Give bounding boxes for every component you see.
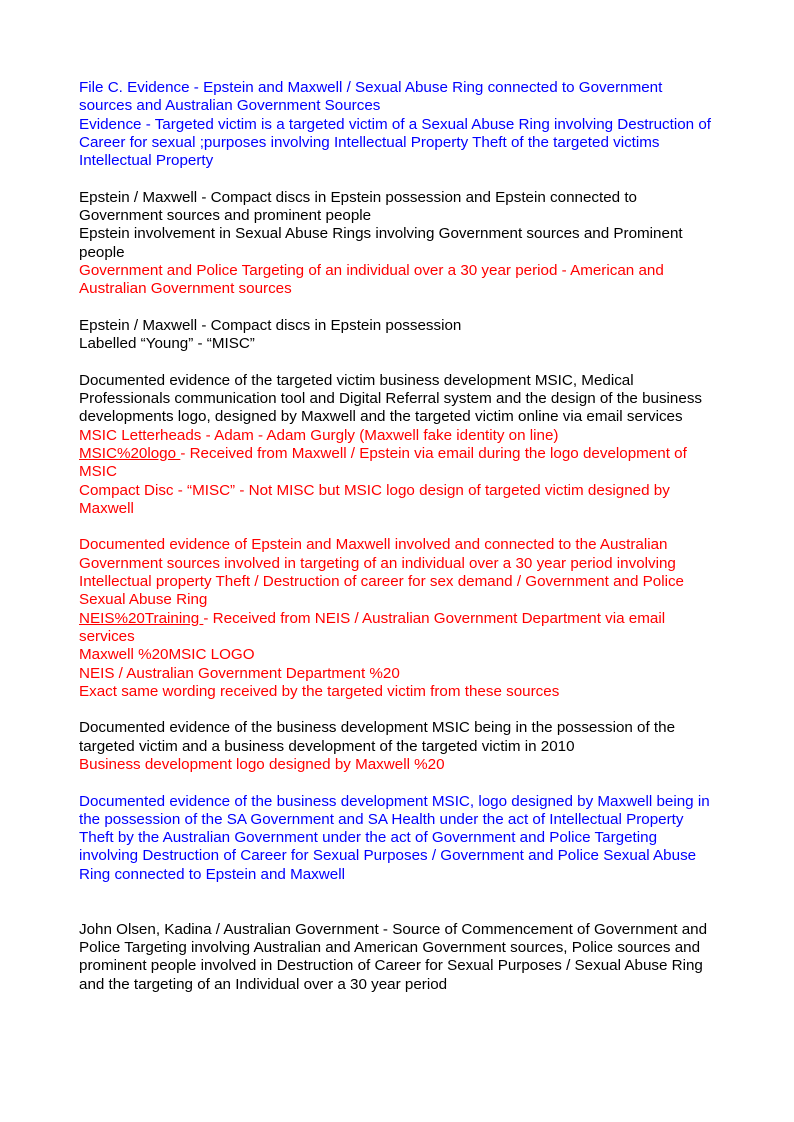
document-page [79, 79, 719, 1012]
neis-training-line [79, 610, 719, 647]
msic-possession-line: Documented evidence of the business development MSIC being in the possession of the targeted victim and a business development of the targeted victim in 2010 [79, 719, 676, 755]
epstein-maxwell-evidence-line: Documented evidence of Epstein and Maxwell involved and connected to the Australian Government sources involved in targeting of an individual over a 30 year period involving Intellectual property Theft / Destruction of career for sex demand / Government and Police Sexual Abuse Ring [79, 536, 684, 609]
msic-logo-line [79, 445, 719, 482]
paragraph-neis-evidence [79, 536, 719, 701]
neis-department-line: NEIS / Australian Government Department %20 [79, 664, 400, 682]
msic-letterheads-line: MSIC Letterheads - Adam - Adam Gurgly (Maxwell fake identity on line) [79, 426, 559, 444]
exact-wording-line: Exact same wording received by the targeted victim from these sources [79, 682, 560, 700]
maxwell-msic-logo-line: Maxwell %20MSIC LOGO [79, 646, 255, 664]
msic-logo-link[interactable]: MSIC%20logo [79, 444, 181, 462]
paragraph-msic-evidence [79, 372, 719, 518]
msic-logo-description: - Received from Maxwell / Epstein via email during the logo development of MSIC [79, 444, 687, 481]
neis-training-description: - Received from NEIS / Australian Government Department via email services [79, 609, 666, 645]
sa-government-line: Documented evidence of the business development MSIC, logo designed by Maxwell being in the possession of the SA Government and SA Health under the act of Intellectual Property Theft by the Australian Government under the act of Government and Police Targeting involving Destruction of Career for Sexual Purposes / Government and Police Sexual Abuse Ring connected to Epstein and Maxwell [79, 792, 710, 883]
john-olsen-line: John Olsen, Kadina / Australian Government - Source of Commencement of Government and Police Targeting involving Australian and American Government sources, Police sources and prominent people involved in Destruction of Career for Sexual Purposes / Sexual Abuse Ring and the targeting of an Individual over a 30 year period [79, 920, 708, 993]
file-c-title: File C. Evidence - Epstein and Maxwell / Sexual Abuse Ring connected to Government sources and Australian Government Sources [79, 79, 663, 115]
compact-disc-misc-line: Compact Disc - “MISC” - Not MISC but MSIC logo design of targeted victim designed by Maxwell [79, 481, 670, 517]
paragraph-john-olsen [79, 921, 719, 994]
neis-training-link[interactable]: NEIS%20Training [79, 609, 204, 627]
paragraph-file-c-heading [79, 79, 719, 170]
paragraph-msic-possession [79, 719, 719, 774]
paragraph-sa-government [79, 793, 719, 884]
msic-evidence-line: Documented evidence of the targeted victim business development MSIC, Medical Professionals communication tool and Digital Referral system and the design of the business developments logo, designed by Maxwell and the targeted victim online via email services [79, 371, 703, 426]
compact-discs-possession-line: Epstein / Maxwell - Compact discs in Epstein possession [79, 316, 462, 334]
extra-spacing [79, 902, 719, 920]
paragraph-compact-discs [79, 189, 719, 299]
business-logo-line: Business development logo designed by Maxwell %20 [79, 755, 445, 773]
labelled-line: Labelled “Young” - “MISC” [79, 335, 255, 353]
compact-discs-line: Epstein / Maxwell - Compact discs in Epstein possession and Epstein connected to Government sources and prominent people [79, 188, 638, 225]
targeting-line: Government and Police Targeting of an individual over a 30 year period - American and Australian Government sources [79, 261, 664, 298]
evidence-summary: Evidence - Targeted victim is a targeted victim of a Sexual Abuse Ring involving Destruction of Career for sexual ;purposes involving Intellectual Property Theft of the targeted victims Intellectual Property [79, 115, 711, 170]
paragraph-labelled-discs [79, 317, 719, 354]
sexual-abuse-rings-line: Epstein involvement in Sexual Abuse Rings involving Government sources and Prominent people [79, 225, 683, 261]
